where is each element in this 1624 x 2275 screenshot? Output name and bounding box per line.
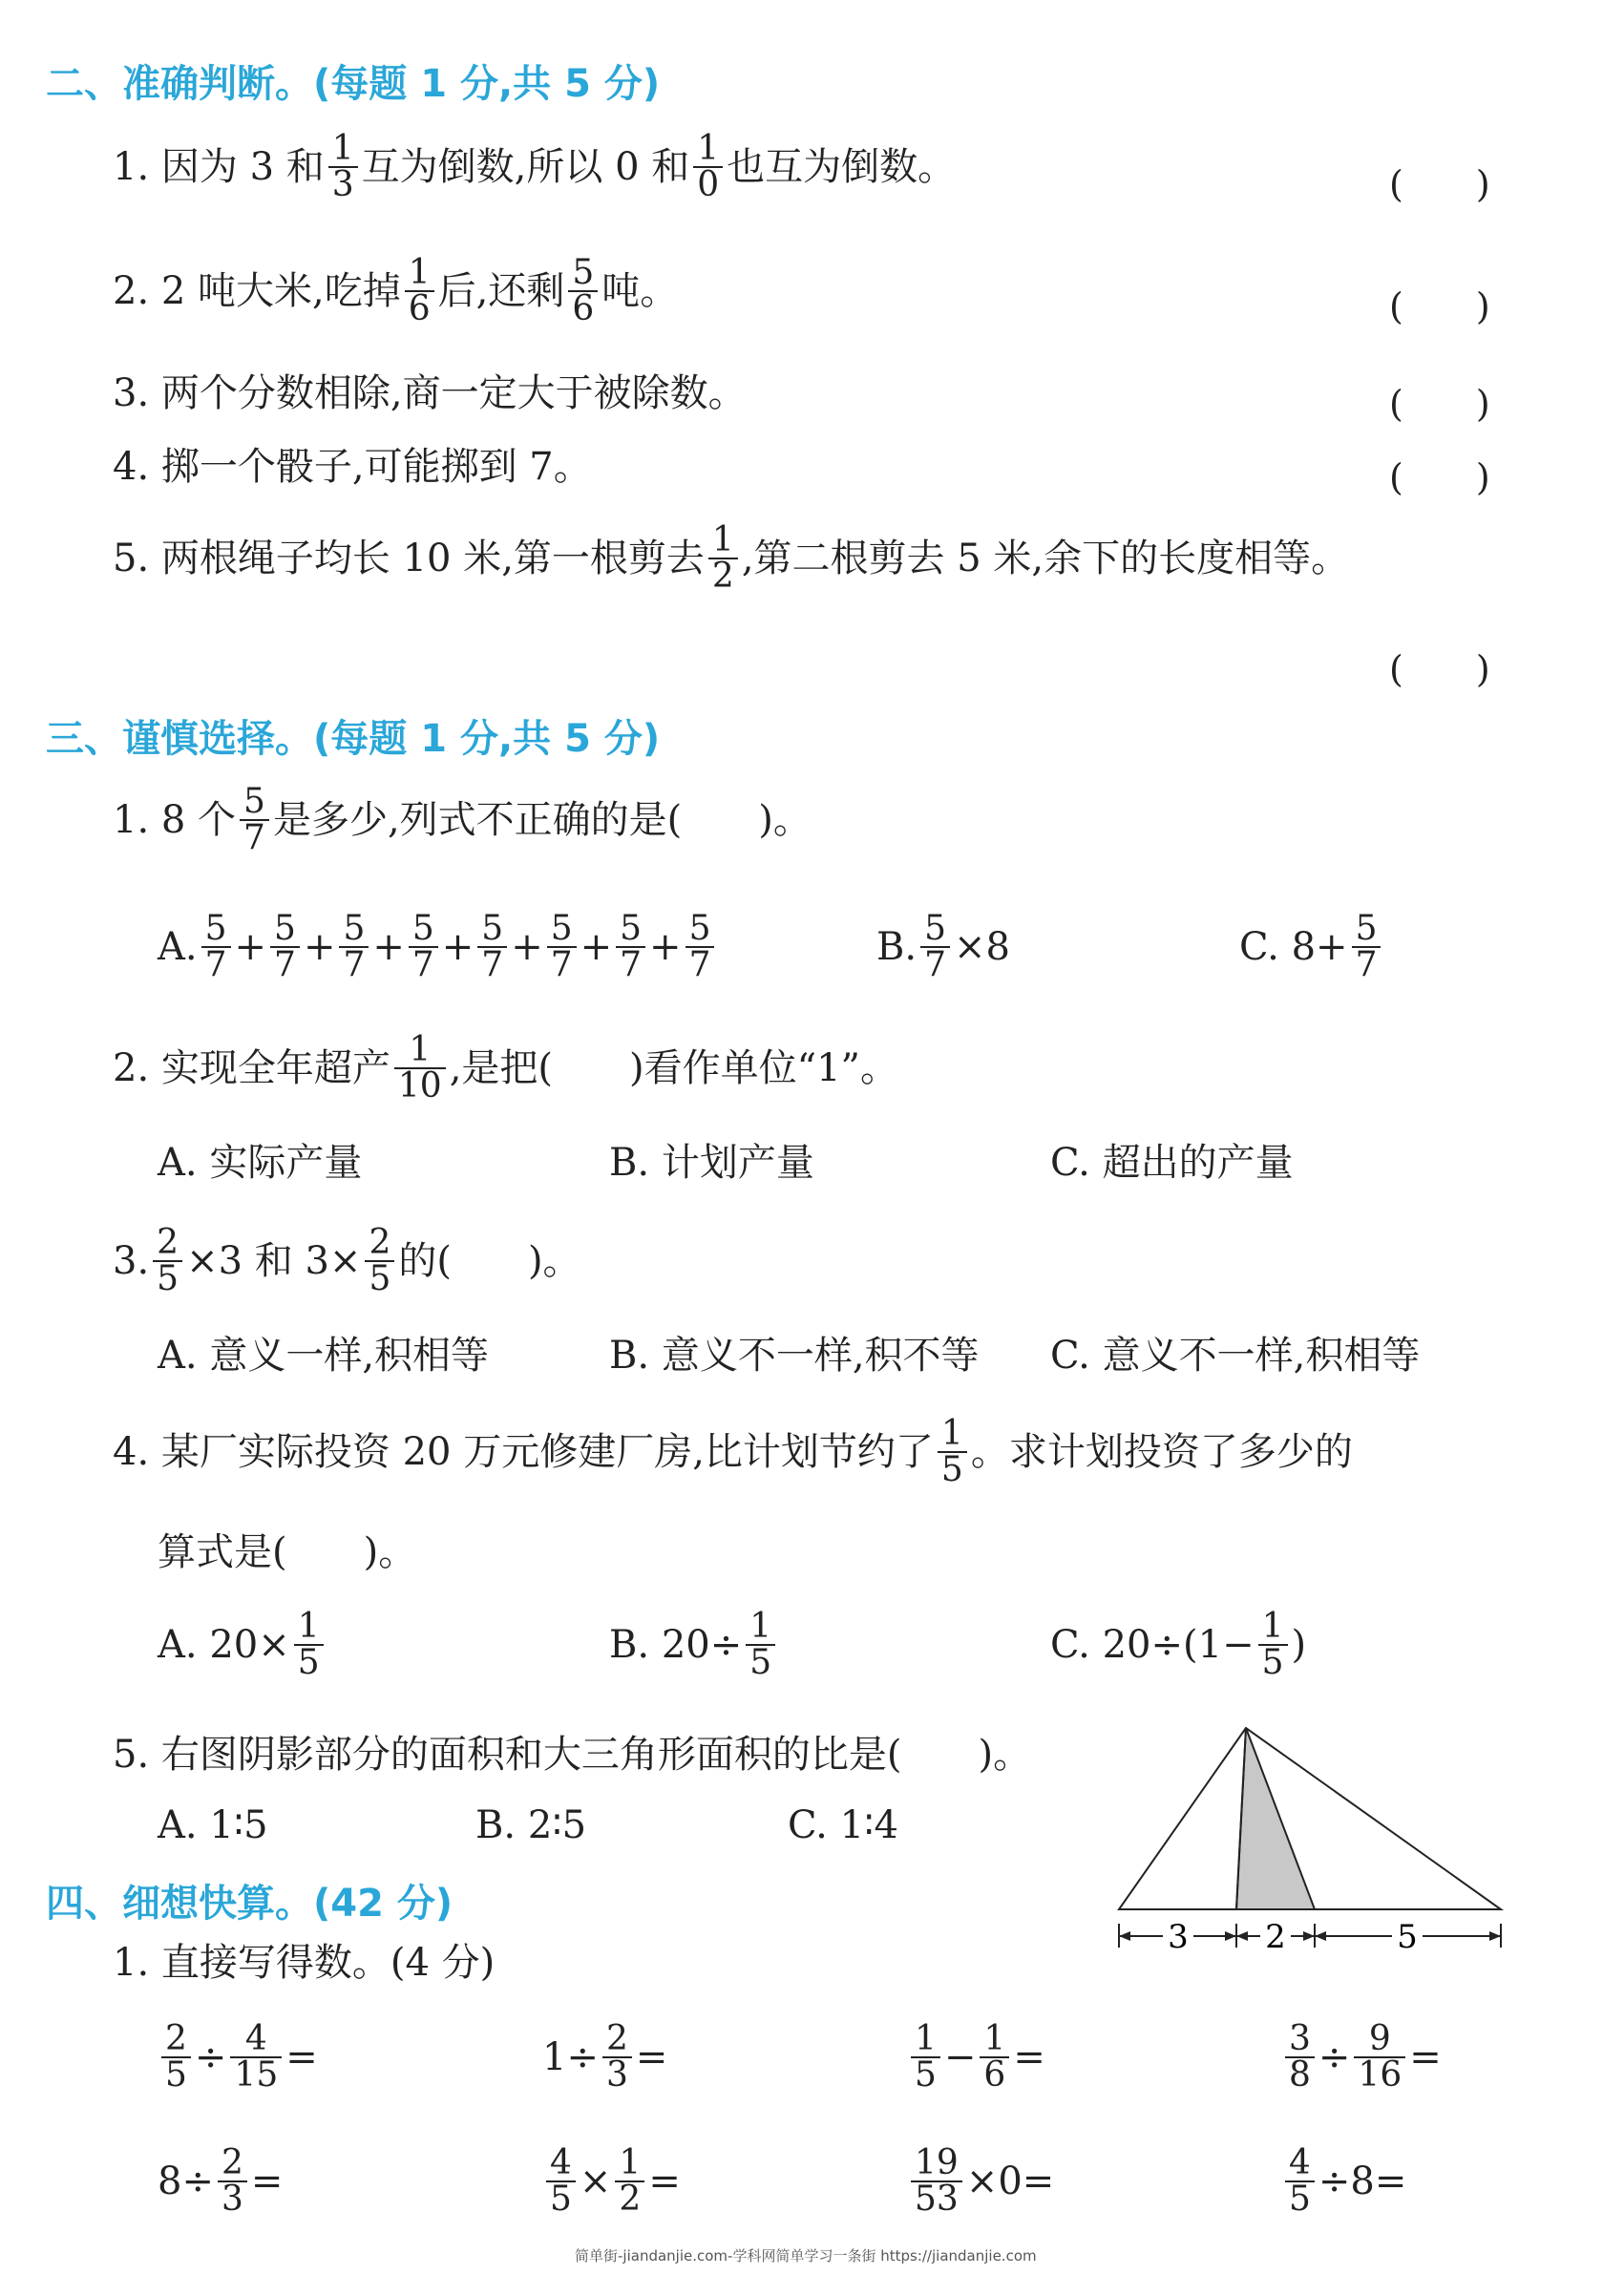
judge-q1-text-a: 1. 因为 3 和 (113, 145, 325, 189)
choice-q4-option-b[interactable] (609, 1607, 779, 1682)
numerator: 19 (911, 2146, 962, 2182)
fraction (230, 2019, 282, 2095)
fraction (693, 129, 723, 204)
fraction (1354, 2019, 1405, 2095)
numerator: 1 (708, 523, 738, 559)
fraction (1285, 2019, 1315, 2095)
fraction (365, 1223, 394, 1298)
numerator: 3 (1285, 2022, 1315, 2058)
operator: ÷ (194, 2035, 227, 2079)
numerator: 5 (409, 912, 438, 948)
fraction (938, 1414, 967, 1489)
option-label: A. 20× (158, 1623, 290, 1667)
choice-q5-option-c[interactable]: C. 1∶4 (788, 1803, 898, 1847)
numerator: 1 (328, 132, 358, 168)
numerator: 5 (685, 912, 715, 948)
answer-blank-5[interactable]: ( ) (1389, 648, 1490, 690)
numerator: 1 (615, 2146, 644, 2182)
large-triangle (1119, 1728, 1501, 1909)
choice-q3-option-c[interactable]: C. 意义不一样,积相等 (1050, 1334, 1421, 1378)
numerator: 2 (365, 1226, 394, 1262)
choice-q2-option-c[interactable]: C. 超出的产量 (1050, 1141, 1294, 1185)
fraction (270, 909, 300, 984)
answer-blank-1[interactable]: ( ) (1389, 163, 1490, 205)
numerator: 9 (1354, 2022, 1405, 2058)
fraction (546, 2143, 576, 2219)
denominator: 10 (397, 1066, 442, 1106)
denominator: 7 (1355, 945, 1378, 984)
choice-q3-option-b[interactable]: B. 意义不一样,积不等 (609, 1334, 980, 1378)
numerator: 5 (201, 912, 231, 948)
denominator: 5 (550, 2180, 572, 2219)
answer-blank-3[interactable]: ( ) (1389, 383, 1490, 425)
denominator: 6 (983, 2055, 1006, 2095)
denominator: 7 (550, 945, 573, 984)
option-label: C. 8+ (1239, 925, 1348, 969)
calc-title: 1. 直接写得数。(4 分) (113, 1941, 496, 1985)
equals-sign: = (285, 2035, 318, 2079)
fraction (161, 2019, 191, 2095)
denominator: 7 (481, 945, 504, 984)
plus-sign: + (234, 925, 267, 969)
fraction (328, 129, 358, 204)
denominator: 3 (331, 165, 354, 204)
fraction (294, 1607, 324, 1682)
denominator: 7 (620, 945, 643, 984)
prefix: 8÷ (158, 2159, 214, 2203)
option-label: B. 20÷ (609, 1623, 743, 1667)
judge-question-2 (113, 253, 679, 328)
fraction (911, 2019, 940, 2095)
choice-q1-text-b: 是多少,列式不正确的是( )。 (272, 798, 812, 842)
option-label: A. (158, 925, 198, 969)
numerator: 4 (1285, 2146, 1315, 2182)
fraction (615, 2143, 644, 2219)
judge-q1-text-c: 也互为倒数。 (727, 145, 957, 189)
calc-item[interactable] (542, 2143, 681, 2219)
numerator: 1 (1258, 1610, 1288, 1646)
denominator: 0 (697, 165, 720, 204)
equals-sign: = (1022, 2159, 1055, 2203)
numerator: 4 (546, 2146, 576, 2182)
denominator: 5 (749, 1643, 772, 1682)
fraction (409, 909, 438, 984)
denominator: 5 (369, 1259, 391, 1298)
operator: × (579, 2159, 612, 2203)
answer-blank-4[interactable]: ( ) (1389, 456, 1490, 498)
numerator: 2 (218, 2146, 247, 2182)
calc-item[interactable] (1281, 2143, 1407, 2219)
numerator: 1 (746, 1610, 775, 1646)
fraction (240, 782, 269, 857)
fraction (602, 2019, 632, 2095)
choice-q3-text-b: ×3 和 3× (186, 1239, 362, 1283)
fraction (1352, 909, 1381, 984)
operator: − (943, 2035, 977, 2079)
denominator: 7 (204, 945, 227, 984)
segment-label-2: 2 (1265, 1918, 1286, 1956)
fraction (405, 253, 434, 328)
denominator: 5 (1289, 2180, 1311, 2219)
equals-sign: = (1374, 2159, 1407, 2203)
judge-question-3: 3. 两个分数相除,商一定大于被除数。 (113, 371, 747, 415)
section-4-title: 四、细想快算。(42 分) (46, 1882, 453, 1926)
denominator: 7 (243, 818, 265, 857)
numerator: 5 (477, 912, 507, 948)
close-paren: ) (1291, 1623, 1307, 1667)
calc-item[interactable] (907, 2019, 1045, 2095)
fraction (339, 909, 369, 984)
fraction (746, 1607, 775, 1682)
denominator: 6 (572, 289, 595, 328)
plus-sign: + (372, 925, 405, 969)
fraction (568, 253, 598, 328)
choice-question-3 (113, 1223, 581, 1298)
numerator: 5 (339, 912, 369, 948)
segment-label-3: 5 (1397, 1918, 1418, 1956)
denominator: 2 (711, 557, 734, 596)
numerator: 5 (616, 912, 645, 948)
numerator: 1 (405, 256, 434, 292)
judge-q2-text-b: 后,还剩 (437, 269, 565, 313)
choice-q5-option-b[interactable]: B. 2∶5 (475, 1803, 587, 1847)
denominator: 3 (605, 2055, 628, 2095)
denominator: 7 (411, 945, 434, 984)
denominator: 5 (165, 2055, 187, 2095)
calc-item[interactable] (907, 2143, 1055, 2219)
numerator: 5 (270, 912, 300, 948)
operator: ÷8 (1318, 2159, 1375, 2203)
choice-question-4 (113, 1414, 1353, 1489)
numerator: 1 (980, 2022, 1009, 2058)
fraction (201, 909, 231, 984)
option-label: B. (876, 925, 917, 969)
judge-q2-text-a: 2. 2 吨大米,吃掉 (113, 269, 401, 313)
choice-question-5: 5. 右图阴影部分的面积和大三角形面积的比是( )。 (113, 1733, 1032, 1777)
calc-item[interactable] (1281, 2019, 1442, 2095)
denominator: 7 (924, 945, 947, 984)
fraction (218, 2143, 247, 2219)
denominator: 7 (343, 945, 366, 984)
fraction (708, 520, 738, 596)
fraction (911, 2143, 962, 2219)
judge-q5-text-b: ,第二根剪去 5 米,余下的长度相等。 (741, 537, 1350, 580)
choice-q4-text-b: 。求计划投资了多少的 (970, 1430, 1353, 1474)
fraction (477, 909, 507, 984)
segment-label-1: 3 (1168, 1918, 1189, 1956)
fraction (394, 1030, 446, 1106)
choice-q1-option-a[interactable] (158, 909, 718, 984)
numerator: 1 (911, 2022, 940, 2058)
choice-q1-text-a: 1. 8 个 (113, 798, 237, 842)
denominator: 16 (1358, 2055, 1403, 2095)
plus-sign: + (511, 925, 543, 969)
denominator: 8 (1289, 2055, 1311, 2095)
calc-item[interactable] (158, 2143, 284, 2219)
judge-q1-text-b: 互为倒数,所以 0 和 (361, 145, 690, 189)
choice-q3-option-a[interactable]: A. 意义一样,积相等 (158, 1334, 490, 1378)
plus-sign: + (303, 925, 336, 969)
numerator: 1 (294, 1610, 324, 1646)
plus-sign: + (441, 925, 475, 969)
fraction (616, 909, 645, 984)
fraction (920, 909, 950, 984)
numerator: 5 (568, 256, 598, 292)
answer-blank-2[interactable]: ( ) (1389, 285, 1490, 327)
denominator: 6 (408, 289, 431, 328)
denominator: 2 (619, 2180, 642, 2219)
calc-item[interactable] (542, 2019, 668, 2095)
numerator: 2 (602, 2022, 632, 2058)
choice-q1-option-b[interactable] (876, 909, 1010, 984)
prefix: 1÷ (542, 2035, 599, 2079)
choice-question-2 (113, 1030, 898, 1106)
fraction (685, 909, 715, 984)
denominator: 5 (915, 2055, 937, 2095)
choice-q4-text-c: 算式是( )。 (158, 1530, 417, 1574)
denominator: 5 (1261, 1643, 1284, 1682)
fraction (1285, 2143, 1315, 2219)
denominator: 3 (221, 2180, 243, 2219)
equals-sign: = (1409, 2035, 1442, 2079)
denominator: 5 (297, 1643, 320, 1682)
numerator: 1 (693, 132, 723, 168)
numerator: 5 (920, 912, 950, 948)
numerator: 1 (394, 1033, 446, 1069)
judge-q2-text-c: 吨。 (601, 269, 679, 313)
operator: ×0 (965, 2159, 1023, 2203)
plus-sign: + (580, 925, 613, 969)
operator: ÷ (1318, 2035, 1351, 2079)
judge-question-1 (113, 129, 957, 204)
judge-question-4: 4. 掷一个骰子,可能掷到 7。 (113, 445, 592, 489)
numerator: 5 (1352, 912, 1381, 948)
denominator: 53 (915, 2180, 959, 2219)
choice-q2-text-a: 2. 实现全年超产 (113, 1046, 390, 1090)
choice-q4-option-a[interactable] (158, 1607, 327, 1682)
choice-q4-option-c[interactable] (1050, 1607, 1307, 1682)
numerator: 5 (547, 912, 577, 948)
fraction (1258, 1607, 1288, 1682)
choice-q2-option-a[interactable]: A. 实际产量 (158, 1141, 363, 1185)
choice-question-1 (113, 782, 812, 857)
equals-sign: = (635, 2035, 668, 2079)
section-3-title: 三、谨慎选择。(每题 1 分,共 5 分) (46, 717, 661, 761)
calc-item[interactable] (158, 2019, 318, 2095)
choice-q2-text-b: ,是把( )看作单位“1”。 (449, 1046, 898, 1090)
equals-sign: = (250, 2159, 284, 2203)
numerator: 1 (938, 1417, 967, 1453)
numerator: 5 (240, 785, 269, 821)
denominator: 5 (157, 1259, 179, 1298)
option-label: C. 20÷(1− (1050, 1623, 1255, 1667)
numerator: 2 (153, 1226, 182, 1262)
denominator: 5 (940, 1450, 963, 1489)
equals-sign: = (1013, 2035, 1045, 2079)
choice-q3-text-a: 3. (113, 1239, 150, 1283)
numerator: 2 (161, 2022, 191, 2058)
choice-q1-option-c[interactable] (1239, 909, 1384, 984)
denominator: 7 (688, 945, 711, 984)
denominator: 15 (234, 2055, 279, 2095)
option-b-rest: ×8 (954, 925, 1010, 969)
numerator: 4 (230, 2022, 282, 2058)
footer-watermark: 简单街-jiandanjie.com-学科网简单学习一条街 https://jiandanjie.com (575, 2247, 1037, 2264)
choice-q3-text-c: 的( )。 (398, 1239, 581, 1283)
fraction (547, 909, 577, 984)
triangle-figure (1107, 1718, 1528, 1967)
section-2-title: 二、准确判断。(每题 1 分,共 5 分) (46, 62, 661, 106)
fraction (980, 2019, 1009, 2095)
fraction (153, 1223, 182, 1298)
choice-q2-option-b[interactable]: B. 计划产量 (609, 1141, 814, 1185)
judge-q5-text-a: 5. 两根绳子均长 10 米,第一根剪去 (113, 537, 705, 580)
choice-q5-option-a[interactable]: A. 1∶5 (158, 1803, 268, 1847)
plus-sign: + (649, 925, 682, 969)
choice-q4-text-a: 4. 某厂实际投资 20 万元修建厂房,比计划节约了 (113, 1430, 934, 1474)
judge-question-5 (113, 520, 1350, 596)
denominator: 7 (274, 945, 296, 984)
equals-sign: = (648, 2159, 681, 2203)
